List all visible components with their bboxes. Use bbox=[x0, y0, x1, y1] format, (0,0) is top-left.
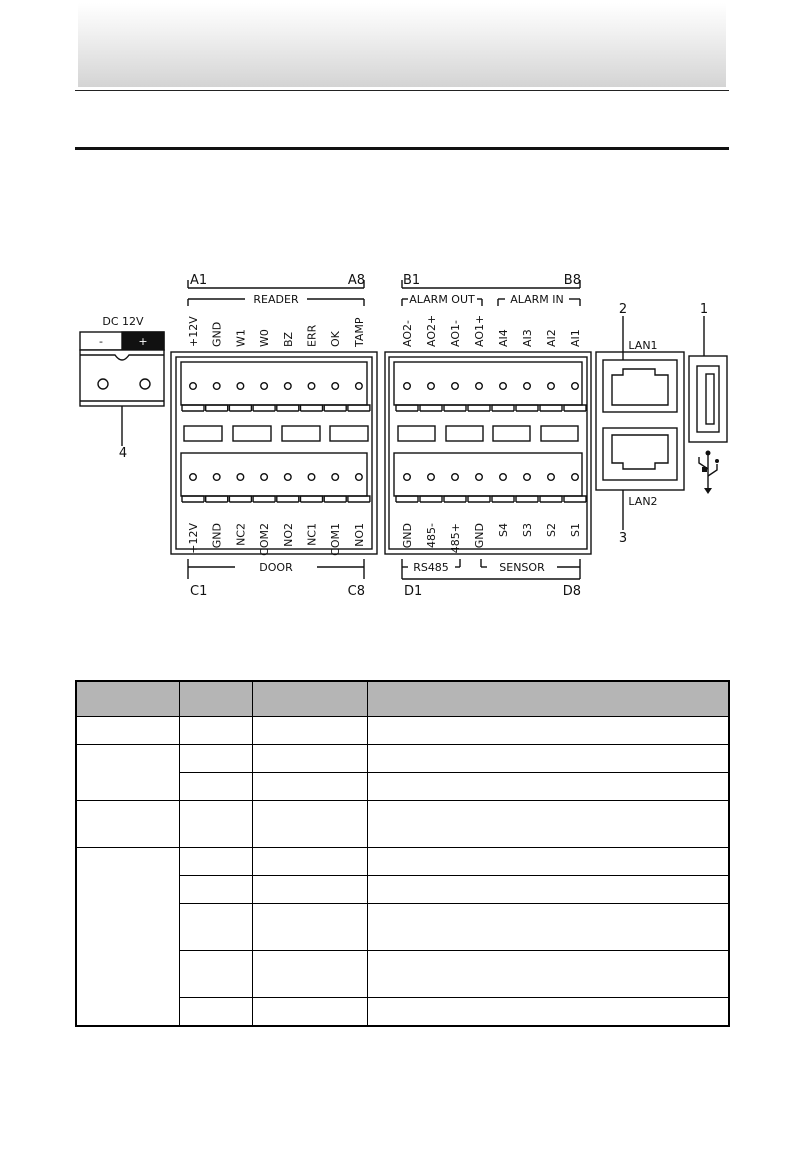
door-pin-label: NO2 bbox=[281, 523, 295, 547]
reader-terminal-hole bbox=[213, 383, 220, 390]
wiring-panel-diagram bbox=[75, 265, 735, 615]
alarm-end-label: B8 bbox=[563, 273, 581, 288]
rs485-terminal-hole bbox=[404, 474, 411, 481]
reader-terminal-tab bbox=[348, 405, 370, 411]
reader-terminal-tab bbox=[301, 405, 323, 411]
door-terminal-tab bbox=[253, 496, 275, 502]
table-header-cell bbox=[253, 681, 368, 717]
rs485-terminal-hole bbox=[572, 474, 579, 481]
alarm-terminal-tab bbox=[540, 405, 562, 411]
alarm-pin-label: AI4 bbox=[497, 329, 510, 347]
alarm-terminal-hole bbox=[452, 383, 459, 390]
reader-pin-label: BZ bbox=[281, 331, 295, 347]
rs485-terminal-tab bbox=[516, 496, 538, 502]
alarm-terminal-tab bbox=[564, 405, 586, 411]
rs485-terminal-hole bbox=[524, 474, 531, 481]
door-terminal-tab bbox=[277, 496, 299, 502]
rs485-terminal-tab bbox=[468, 496, 490, 502]
header-rule bbox=[75, 90, 729, 91]
reader-end-label: A8 bbox=[347, 273, 365, 288]
rs485-terminal-tab bbox=[444, 496, 466, 502]
alarm-pin-label: AO1- bbox=[449, 320, 462, 347]
table-row bbox=[76, 801, 729, 848]
alarm-terminal-tab bbox=[444, 405, 466, 411]
door-pin-label: GND bbox=[210, 523, 224, 549]
alarm-pin-label: AO1+ bbox=[473, 314, 486, 347]
rs485-sensor-pin-label: S1 bbox=[569, 523, 582, 537]
alarm-terminal-tab bbox=[396, 405, 418, 411]
reader-terminal-tab bbox=[324, 405, 346, 411]
rs485-terminal-hole bbox=[452, 474, 459, 481]
door-terminal-hole bbox=[332, 474, 339, 481]
rs485-terminal-tab bbox=[540, 496, 562, 502]
door-terminal-hole bbox=[190, 474, 197, 481]
reader-pin-label: +12V bbox=[187, 316, 200, 347]
reader-terminal-hole bbox=[261, 383, 268, 390]
door-terminal-tab bbox=[206, 496, 228, 502]
alarm-terminal-hole bbox=[476, 383, 483, 390]
sensor-group-label: SENSOR bbox=[499, 561, 545, 574]
reader-terminal-hole bbox=[285, 383, 292, 390]
door-terminal-hole bbox=[213, 474, 220, 481]
table-header-row bbox=[76, 681, 729, 717]
rs485-group-label: RS485 bbox=[413, 561, 449, 574]
door-terminal-tab bbox=[182, 496, 204, 502]
alarm-terminal-tab bbox=[420, 405, 442, 411]
alarm-terminal-hole bbox=[572, 383, 579, 390]
callout-2: 2 bbox=[618, 302, 628, 317]
door-start-label: C1 bbox=[190, 584, 208, 599]
door-group-label: DOOR bbox=[259, 561, 293, 574]
alarm-terminal-hole bbox=[524, 383, 531, 390]
lan1-label: LAN1 bbox=[628, 339, 658, 352]
door-end-label: C8 bbox=[347, 584, 365, 599]
door-pin-label: COM2 bbox=[258, 523, 272, 556]
door-terminal-hole bbox=[261, 474, 268, 481]
table-header-cell bbox=[368, 681, 730, 717]
reader-terminal-tab bbox=[229, 405, 251, 411]
reader-terminal-hole bbox=[356, 383, 363, 390]
rs485-start-label: D1 bbox=[404, 584, 423, 599]
door-terminal-hole bbox=[237, 474, 244, 481]
rs485-terminal-tab bbox=[492, 496, 514, 502]
rs485-terminal-hole bbox=[500, 474, 507, 481]
callout-1: 1 bbox=[699, 302, 709, 317]
alarm-pin-label: AO2+ bbox=[425, 314, 438, 347]
reader-pin-label: W0 bbox=[258, 329, 272, 347]
table-row bbox=[76, 848, 729, 876]
door-terminal-tab bbox=[301, 496, 323, 502]
reader-pin-label: ERR bbox=[305, 324, 319, 347]
rs485-terminal-hole bbox=[476, 474, 483, 481]
power-label: DC 12V bbox=[102, 315, 144, 328]
door-terminal-tab bbox=[348, 496, 370, 502]
reader-terminal-hole bbox=[308, 383, 315, 390]
power-minus-label: - bbox=[99, 335, 103, 348]
rs485-sensor-pin-label: 485+ bbox=[449, 523, 462, 554]
rs485-sensor-pin-label: S4 bbox=[497, 523, 510, 537]
table-header-cell bbox=[76, 681, 180, 717]
reader-terminal-tab bbox=[182, 405, 204, 411]
alarm-terminal-tab bbox=[492, 405, 514, 411]
door-terminal-tab bbox=[324, 496, 346, 502]
alarm-terminal-hole bbox=[404, 383, 411, 390]
reader-terminal-hole bbox=[237, 383, 244, 390]
alarm-out-group-label: ALARM OUT bbox=[409, 293, 475, 306]
alarm-terminal-tab bbox=[516, 405, 538, 411]
rs485-terminal-tab bbox=[420, 496, 442, 502]
alarm-pin-label: AO2- bbox=[401, 320, 414, 347]
reader-terminal-tab bbox=[253, 405, 275, 411]
door-terminal-hole bbox=[356, 474, 363, 481]
reader-terminal-hole bbox=[332, 383, 339, 390]
reader-pin-label: GND bbox=[210, 321, 224, 347]
callout-3: 3 bbox=[618, 531, 628, 546]
callout-4: 4 bbox=[118, 446, 128, 461]
door-terminal-hole bbox=[285, 474, 292, 481]
rs485-sensor-pin-label: GND bbox=[473, 523, 486, 549]
reader-pin-label: TAMP bbox=[352, 317, 366, 347]
sensor-end-label: D8 bbox=[562, 584, 581, 599]
table-row bbox=[76, 745, 729, 773]
rs485-sensor-pin-label: GND bbox=[401, 523, 414, 549]
alarm-terminal-tab bbox=[468, 405, 490, 411]
alarm-start-label: B1 bbox=[403, 273, 421, 288]
alarm-terminal-hole bbox=[500, 383, 507, 390]
alarm-in-group-label: ALARM IN bbox=[510, 293, 564, 306]
table-row bbox=[76, 717, 729, 745]
section-rule bbox=[75, 147, 729, 150]
reader-group-label: READER bbox=[253, 293, 299, 306]
rs485-sensor-pin-label: S2 bbox=[545, 523, 558, 537]
reader-start-label: A1 bbox=[190, 273, 208, 288]
pin-description-table bbox=[75, 680, 730, 1027]
door-pin-label: NC2 bbox=[234, 523, 248, 546]
reader-pin-label: OK bbox=[329, 331, 343, 347]
lan2-label: LAN2 bbox=[628, 495, 658, 508]
power-plus-label: + bbox=[138, 335, 148, 348]
alarm-terminal-hole bbox=[548, 383, 555, 390]
rs485-terminal-hole bbox=[428, 474, 435, 481]
reader-terminal-hole bbox=[190, 383, 197, 390]
door-terminal-tab bbox=[229, 496, 251, 502]
reader-terminal-tab bbox=[206, 405, 228, 411]
alarm-pin-label: AI2 bbox=[545, 329, 558, 347]
door-terminal-hole bbox=[308, 474, 315, 481]
rs485-terminal-hole bbox=[548, 474, 555, 481]
reader-pin-label: W1 bbox=[234, 329, 248, 347]
alarm-terminal-hole bbox=[428, 383, 435, 390]
reader-terminal-tab bbox=[277, 405, 299, 411]
alarm-pin-label: AI3 bbox=[521, 329, 534, 347]
rs485-terminal-tab bbox=[564, 496, 586, 502]
rs485-sensor-pin-label: 485- bbox=[425, 523, 438, 548]
rs485-sensor-pin-label: S3 bbox=[521, 523, 534, 537]
door-pin-label: NO1 bbox=[352, 523, 366, 547]
table-header-cell bbox=[180, 681, 253, 717]
door-pin-label: COM1 bbox=[329, 523, 343, 556]
page-header-band bbox=[78, 3, 726, 87]
door-pin-label: +12V bbox=[187, 523, 200, 554]
alarm-pin-label: AI1 bbox=[569, 329, 582, 347]
door-pin-label: NC1 bbox=[305, 523, 319, 546]
rs485-terminal-tab bbox=[396, 496, 418, 502]
